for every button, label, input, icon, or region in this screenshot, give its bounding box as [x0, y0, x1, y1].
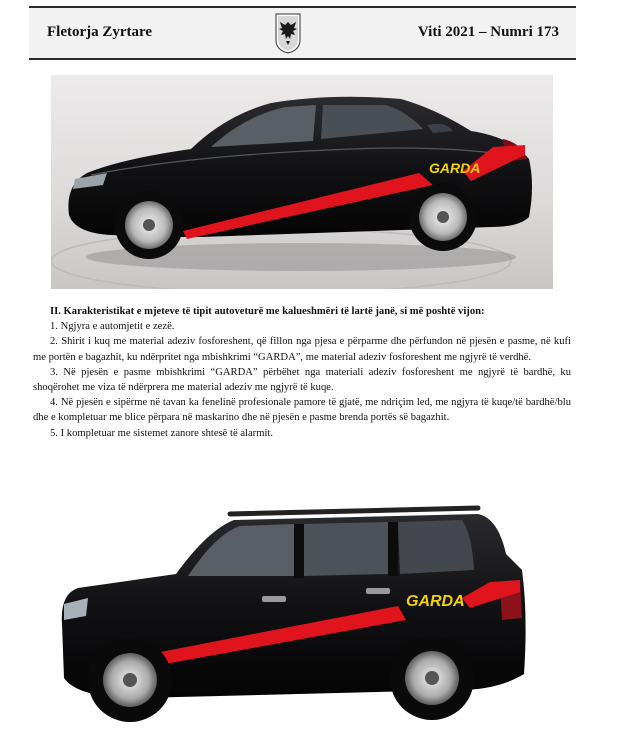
- gazette-title: Fletorja Zyrtare: [47, 24, 153, 40]
- list-item: 5. I kompletuar me sistemet zanore shtesë të alarmit.: [50, 427, 273, 439]
- suv-garda-photo: [58, 494, 534, 730]
- list-item: 4. Në pjesën e sipërme në tavan ka fenelinë profesionale pamore të gjatë, me ndriçim led, me ngjyra të kuqe/të bardhë/blu dhe e kompletuar me blice përpara në maskarino dhe në pjesën e pasme brenda portës së bagazhit.: [33, 397, 571, 424]
- suv-livery-text: GARDA: [406, 593, 465, 610]
- issue-number: Viti 2021 – Numri 173: [417, 24, 559, 40]
- gazette-header: [29, 6, 576, 60]
- sedan-garda-photo: [51, 75, 553, 289]
- vehicle-characteristics-text: [33, 304, 571, 441]
- sedan-livery-text: GARDA: [429, 160, 481, 176]
- albanian-eagle-emblem-icon: [274, 12, 302, 54]
- list-item: 1. Ngjyra e automjetit e zezë.: [50, 321, 175, 333]
- list-item: 3. Në pjesën e pasme mbishkrimi “GARDA” përbëhet nga materiali adeziv fosforeshent me ngjyrë të bardhë, ku shoqërohet me viza të ndërprera me material adeziv me ngjyrë të kuqe.: [33, 366, 571, 394]
- list-item: 2. Shirit i kuq me material adeziv fosforeshent, që fillon nga pjesa e përparme dhe përfundon në pjesën e pasme, në kufi me portën e bagazhit, ku ndërpritet nga mbishkrimi “GARDA”, me material adeziv fosforeshent me ngjyrë të verdhë.: [33, 336, 571, 363]
- section-heading: II. Karakteristikat e mjeteve të tipit autoveturë me kalueshmëri të lartë janë, si më poshtë vijon:: [50, 306, 485, 317]
